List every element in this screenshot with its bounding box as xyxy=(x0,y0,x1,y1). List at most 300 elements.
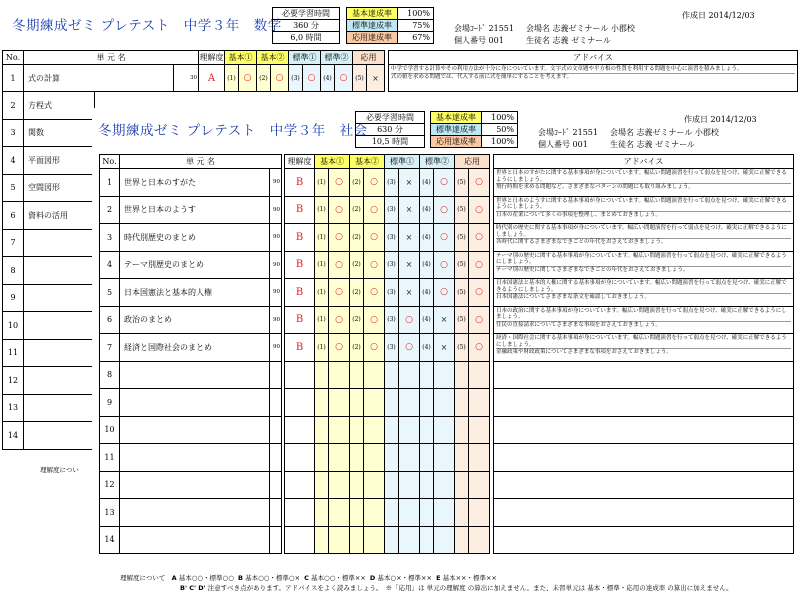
advice-line: 日本国憲法についてさまざまな条文を確認しておきましょう。 xyxy=(496,293,791,301)
result-mark: × xyxy=(399,251,420,279)
standard-rate-value: 75% xyxy=(398,20,434,32)
caution-grade-codes: B' C' D' xyxy=(180,584,206,592)
question-number xyxy=(420,416,434,444)
table-row xyxy=(3,174,95,202)
question-number xyxy=(455,416,469,444)
question-number xyxy=(350,444,364,472)
grade-mark: B xyxy=(285,306,315,334)
result-mark: ○ xyxy=(364,279,385,307)
unit-name xyxy=(120,444,270,472)
result-mark: ○ xyxy=(434,169,455,197)
question-number xyxy=(385,499,399,527)
question-number xyxy=(385,361,399,389)
question-number xyxy=(455,526,469,554)
result-mark: ○ xyxy=(364,334,385,362)
row-number: 13 xyxy=(100,499,120,527)
grade-mark xyxy=(285,444,315,472)
question-number: (4) xyxy=(420,279,434,307)
header-applied: 応用 xyxy=(455,155,490,169)
grade-mark xyxy=(285,361,315,389)
required-minutes: 90 xyxy=(270,334,282,362)
result-mark: ○ xyxy=(303,65,321,92)
unit-name xyxy=(24,284,95,312)
row-number: 2 xyxy=(3,92,24,120)
advice-text xyxy=(494,224,794,252)
result-mark xyxy=(329,416,350,444)
unit-name xyxy=(120,361,270,389)
row-number: 1 xyxy=(3,65,24,92)
grade-mark: A xyxy=(199,65,225,92)
table-row xyxy=(100,306,794,334)
advice-text xyxy=(494,526,794,554)
row-number: 6 xyxy=(100,306,120,334)
result-mark xyxy=(364,471,385,499)
result-mark: ○ xyxy=(469,196,490,224)
question-number xyxy=(315,361,329,389)
required-minutes xyxy=(270,499,282,527)
advice-line: 世界と日本のようすに関する基本事項が身についています。幅広い問題演習を行って弱点を見つけ、確実に正解できるようにしましょう。 xyxy=(496,197,787,210)
advice-text xyxy=(494,306,794,334)
grade-desc: 基本○○・標準○○ xyxy=(178,574,234,582)
required-minutes: 30 xyxy=(174,65,199,92)
unit-name xyxy=(24,367,95,395)
question-number xyxy=(315,499,329,527)
question-number xyxy=(455,361,469,389)
header-unit: 単 元 名 xyxy=(120,155,282,169)
row-number: 5 xyxy=(3,174,24,202)
advice-text xyxy=(494,334,794,362)
result-mark: ○ xyxy=(434,224,455,252)
row-number: 13 xyxy=(3,394,24,422)
question-number: (2) xyxy=(350,169,364,197)
question-number xyxy=(455,389,469,417)
question-number xyxy=(455,471,469,499)
result-mark xyxy=(364,416,385,444)
question-number: (1) xyxy=(315,334,329,362)
header-standard-1: 標準① xyxy=(385,155,420,169)
math-sheet-title: 冬期練成ゼミ プレテスト 中学３年 数学 xyxy=(12,18,282,34)
question-number xyxy=(455,444,469,472)
result-mark xyxy=(399,416,420,444)
question-number: (1) xyxy=(315,169,329,197)
result-mark: ○ xyxy=(364,196,385,224)
required-minutes: 90 xyxy=(270,251,282,279)
row-number: 14 xyxy=(100,526,120,554)
question-number xyxy=(420,444,434,472)
social-report-sheet xyxy=(92,108,800,598)
row-number: 7 xyxy=(3,229,24,257)
advice-text xyxy=(494,416,794,444)
result-mark xyxy=(399,361,420,389)
question-number xyxy=(420,389,434,417)
header-no: No. xyxy=(100,155,120,169)
header-basic-1: 基本① xyxy=(315,155,350,169)
table-row xyxy=(3,147,95,175)
result-mark: ○ xyxy=(329,224,350,252)
required-minutes: 90 xyxy=(270,306,282,334)
unit-name: 世界と日本のすがた xyxy=(120,169,270,197)
question-number xyxy=(420,361,434,389)
unit-name: 式の計算 xyxy=(24,65,174,92)
result-mark: × xyxy=(434,334,455,362)
advice-text xyxy=(494,279,794,307)
row-number: 10 xyxy=(100,416,120,444)
row-number: 4 xyxy=(3,147,24,175)
table-row xyxy=(3,284,95,312)
result-mark xyxy=(329,499,350,527)
question-number xyxy=(420,526,434,554)
question-number: (5) xyxy=(455,334,469,362)
question-number xyxy=(315,444,329,472)
advice-line: 飛行時間を求める問題など、さまざまなパターンの問題にも取り組みましょう。 xyxy=(496,183,791,191)
row-number: 4 xyxy=(100,251,120,279)
question-number xyxy=(385,444,399,472)
header-grade: 理解度 xyxy=(199,51,225,65)
personal-number: 個人番号 001 xyxy=(454,36,504,45)
result-mark xyxy=(329,361,350,389)
grade-mark: B xyxy=(285,224,315,252)
table-row xyxy=(100,279,794,307)
social-achievement-rates xyxy=(430,111,518,148)
header-grade: 理解度 xyxy=(285,155,315,169)
result-mark: ○ xyxy=(329,251,350,279)
grade-mark xyxy=(285,471,315,499)
question-number: (3) xyxy=(385,279,399,307)
grade-desc: 基本○×・標準×× xyxy=(377,574,432,582)
advice-text xyxy=(494,251,794,279)
grade-mark xyxy=(285,526,315,554)
unit-name: 世界と日本のようす xyxy=(120,196,270,224)
result-mark: ○ xyxy=(239,65,257,92)
unit-name xyxy=(120,416,270,444)
header-applied: 応用 xyxy=(353,51,385,65)
required-minutes xyxy=(270,471,282,499)
study-time-hours: 10,5 時間 xyxy=(356,136,425,148)
result-mark xyxy=(434,499,455,527)
table-row xyxy=(3,92,95,120)
result-mark: ○ xyxy=(469,224,490,252)
table-row xyxy=(3,119,95,147)
advice-line: 式の値を求める問題では、代入する前に式を簡単にすることを考えます。 xyxy=(391,73,795,81)
result-mark xyxy=(434,416,455,444)
required-minutes: 90 xyxy=(270,196,282,224)
question-number: (4) xyxy=(420,251,434,279)
result-mark xyxy=(329,526,350,554)
advice-text xyxy=(494,444,794,472)
creation-date: 作成日 2014/12/03 xyxy=(684,115,757,124)
result-mark: ○ xyxy=(364,251,385,279)
math-unit-list xyxy=(2,91,95,450)
student-name: 生徒名 志義 ゼミナール xyxy=(526,36,611,45)
unit-name xyxy=(120,471,270,499)
advice-line: 日本国憲法と基本的人権に関する基本事項が身についています。幅広い問題演習を行って弱点を見つけ、確実に正解できるようにしましょう。 xyxy=(496,280,787,293)
math-study-time-box xyxy=(272,7,340,44)
unit-name xyxy=(24,257,95,285)
study-time-hours: 6,0 時間 xyxy=(273,32,340,44)
result-mark: ○ xyxy=(469,169,490,197)
basic-rate-value: 100% xyxy=(482,112,518,124)
result-mark xyxy=(329,471,350,499)
question-number: (3) xyxy=(385,306,399,334)
row-number: 3 xyxy=(100,224,120,252)
unit-name: 方程式 xyxy=(24,92,95,120)
grade-mark: B xyxy=(285,251,315,279)
advice-line: テーマ別の歴史に関してさまざまなできごとの年代をおさえておきましょう。 xyxy=(496,266,791,274)
applied-rate-value: 100% xyxy=(482,136,518,148)
question-number xyxy=(350,361,364,389)
question-number: (1) xyxy=(315,224,329,252)
result-mark: × xyxy=(399,169,420,197)
unit-name: 資料の活用 xyxy=(24,202,95,230)
basic-rate-label: 基本達成率 xyxy=(431,112,482,124)
question-number: (3) xyxy=(385,334,399,362)
grade-mark: B xyxy=(285,279,315,307)
table-row xyxy=(100,444,794,472)
study-time-label: 必要学習時間 xyxy=(273,8,340,20)
question-number xyxy=(350,471,364,499)
unit-name: 政治のまとめ xyxy=(120,306,270,334)
header-standard-1: 標準① xyxy=(289,51,321,65)
result-mark: ○ xyxy=(329,306,350,334)
table-row xyxy=(100,361,794,389)
question-number xyxy=(385,389,399,417)
legend-prefix: 理解度について xyxy=(120,574,166,582)
result-mark xyxy=(469,444,490,472)
question-number: (2) xyxy=(257,65,271,92)
unit-name: 経済と国際社会のまとめ xyxy=(120,334,270,362)
table-row xyxy=(100,416,794,444)
question-number xyxy=(385,471,399,499)
question-number: (4) xyxy=(420,334,434,362)
advice-line: 金融政策や財政政策についてさまざまな事項をおさえておきましょう。 xyxy=(496,348,791,356)
result-mark xyxy=(469,389,490,417)
grade-legend xyxy=(120,573,733,593)
result-mark xyxy=(364,389,385,417)
result-mark xyxy=(329,389,350,417)
grade-desc: 基本○○・標準×× xyxy=(311,574,366,582)
result-mark xyxy=(364,361,385,389)
header-advice: アドバイス xyxy=(494,155,794,169)
table-row xyxy=(100,224,794,252)
grade-code: E xyxy=(436,574,441,582)
applied-rate-label: 応用達成率 xyxy=(347,32,398,44)
math-results-table xyxy=(2,50,798,92)
table-row xyxy=(100,526,794,554)
unit-name xyxy=(24,339,95,367)
study-time-minutes: 360 分 xyxy=(273,20,340,32)
advice-line: 中学で学習する計算やその利用方法が十分に身についています。文字式の文章題や平方根の性質を利用する問題を中心に演習を積みましょう。 xyxy=(391,66,743,72)
row-number: 9 xyxy=(100,389,120,417)
table-row xyxy=(3,202,95,230)
result-mark: ○ xyxy=(329,196,350,224)
header-no: No. xyxy=(3,51,24,65)
study-time-minutes: 630 分 xyxy=(356,124,425,136)
unit-name xyxy=(120,499,270,527)
table-row xyxy=(100,196,794,224)
row-number: 11 xyxy=(3,339,24,367)
result-mark: ○ xyxy=(469,279,490,307)
advice-line: テーマ別の歴史に関する基本事項が身についています。幅広い問題演習を行って弱点を見つけ、確実に正解できるようにしましょう。 xyxy=(496,252,787,265)
result-mark: ○ xyxy=(434,196,455,224)
question-number: (4) xyxy=(420,169,434,197)
question-number: (1) xyxy=(315,251,329,279)
row-number: 14 xyxy=(3,422,24,450)
required-minutes: 90 xyxy=(270,279,282,307)
basic-rate-label: 基本達成率 xyxy=(347,8,398,20)
question-number: (4) xyxy=(420,224,434,252)
table-row xyxy=(100,251,794,279)
unit-name: 空間図形 xyxy=(24,174,95,202)
table-row xyxy=(3,65,798,92)
advice-line: 日本の政治に関する基本事項が身についています。幅広い問題演習を行って弱点を見つけ、確実に正解できるようにしましょう。 xyxy=(496,307,787,320)
advice-line: 時代別の歴史に関する基本事項が身についています。幅広い問題演習を行って弱点を見つけ、確実に正解できるようにしましょう。 xyxy=(496,225,787,238)
result-mark: × xyxy=(367,65,385,92)
table-row xyxy=(3,394,95,422)
question-number: (4) xyxy=(420,196,434,224)
advice-text xyxy=(494,361,794,389)
question-number: (1) xyxy=(225,65,239,92)
question-number xyxy=(315,471,329,499)
result-mark: ○ xyxy=(469,306,490,334)
unit-name: 時代別歴史のまとめ xyxy=(120,224,270,252)
personal-number: 個人番号 001 xyxy=(538,140,588,149)
header-basic-1: 基本① xyxy=(225,51,257,65)
question-number: (5) xyxy=(455,306,469,334)
result-mark xyxy=(399,471,420,499)
result-mark xyxy=(364,526,385,554)
grade-code: B xyxy=(238,574,243,582)
row-number: 2 xyxy=(100,196,120,224)
table-header xyxy=(3,51,798,65)
result-mark: ○ xyxy=(399,306,420,334)
result-mark: ○ xyxy=(469,251,490,279)
row-number: 3 xyxy=(3,119,24,147)
result-mark xyxy=(434,471,455,499)
grade-code: D xyxy=(369,574,376,582)
math-achievement-rates xyxy=(346,7,434,44)
standard-rate-value: 50% xyxy=(482,124,518,136)
advice-text xyxy=(389,65,798,92)
grade-mark: B xyxy=(285,334,315,362)
result-mark: × xyxy=(399,196,420,224)
question-number: (3) xyxy=(385,169,399,197)
result-mark xyxy=(434,361,455,389)
question-number: (4) xyxy=(420,306,434,334)
result-mark: ○ xyxy=(364,224,385,252)
result-mark: × xyxy=(399,224,420,252)
header-advice: アドバイス xyxy=(389,51,798,65)
math-grade-legend-fragment: 理解度につい xyxy=(40,466,79,474)
study-time-label: 必要学習時間 xyxy=(356,112,425,124)
required-minutes: 90 xyxy=(270,169,282,197)
grade-code: C xyxy=(304,574,309,582)
unit-name: 日本国憲法と基本的人権 xyxy=(120,279,270,307)
social-study-time-box xyxy=(355,111,425,148)
header-standard-2: 標準② xyxy=(420,155,455,169)
result-mark xyxy=(399,499,420,527)
result-mark: ○ xyxy=(329,169,350,197)
required-minutes xyxy=(270,361,282,389)
question-number xyxy=(315,526,329,554)
question-number xyxy=(350,389,364,417)
result-mark xyxy=(329,444,350,472)
advice-text xyxy=(494,499,794,527)
grade-legend-line-1 xyxy=(120,573,733,583)
question-number: (5) xyxy=(455,224,469,252)
venue-code: 会場ｺｰﾄﾞ 21551 xyxy=(538,128,598,137)
question-number: (5) xyxy=(455,169,469,197)
unit-name xyxy=(24,312,95,340)
question-number: (2) xyxy=(350,196,364,224)
result-mark: ○ xyxy=(434,251,455,279)
advice-text xyxy=(494,196,794,224)
question-number: (3) xyxy=(289,65,303,92)
row-number: 8 xyxy=(100,361,120,389)
required-minutes xyxy=(270,416,282,444)
result-mark: ○ xyxy=(399,334,420,362)
social-results-table xyxy=(99,154,794,554)
unit-name: 平面図形 xyxy=(24,147,95,175)
result-mark: ○ xyxy=(434,279,455,307)
question-number: (2) xyxy=(350,224,364,252)
result-mark xyxy=(434,389,455,417)
row-number: 1 xyxy=(100,169,120,197)
question-number: (5) xyxy=(455,196,469,224)
grade-legend-line-2 xyxy=(120,583,733,593)
table-row xyxy=(3,339,95,367)
table-row xyxy=(3,422,95,450)
question-number: (3) xyxy=(385,251,399,279)
question-number xyxy=(385,416,399,444)
required-minutes xyxy=(270,389,282,417)
result-mark xyxy=(434,444,455,472)
question-number: (1) xyxy=(315,306,329,334)
row-number: 12 xyxy=(3,367,24,395)
student-name: 生徒名 志義 ゼミナール xyxy=(610,140,695,149)
table-row xyxy=(100,471,794,499)
grade-code: A xyxy=(171,574,177,582)
table-header xyxy=(100,155,794,169)
row-number: 8 xyxy=(3,257,24,285)
question-number: (5) xyxy=(455,279,469,307)
unit-name: テーマ別歴史のまとめ xyxy=(120,251,270,279)
question-number: (2) xyxy=(350,279,364,307)
basic-rate-value: 100% xyxy=(398,8,434,20)
venue-code: 会場ｺｰﾄﾞ 21551 xyxy=(454,24,514,33)
grade-desc: 基本○○・標準○× xyxy=(245,574,301,582)
question-number: (3) xyxy=(385,224,399,252)
result-mark xyxy=(364,444,385,472)
header-standard-2: 標準② xyxy=(321,51,353,65)
creation-date: 作成日 2014/12/03 xyxy=(682,11,755,20)
unit-name xyxy=(24,422,95,450)
grade-mark: B xyxy=(285,196,315,224)
result-mark: ○ xyxy=(469,334,490,362)
standard-rate-label: 標準達成率 xyxy=(431,124,482,136)
question-number xyxy=(420,471,434,499)
grade-mark: B xyxy=(285,169,315,197)
applied-rate-value: 67% xyxy=(398,32,434,44)
unit-name xyxy=(120,389,270,417)
venue-name: 会場名 志義ゼミナール 小郡校 xyxy=(610,128,719,137)
result-mark xyxy=(434,526,455,554)
venue-name: 会場名 志義ゼミナール 小郡校 xyxy=(526,24,635,33)
row-number: 5 xyxy=(100,279,120,307)
question-number: (4) xyxy=(321,65,335,92)
result-mark: ○ xyxy=(364,306,385,334)
advice-text xyxy=(494,169,794,197)
row-number: 11 xyxy=(100,444,120,472)
